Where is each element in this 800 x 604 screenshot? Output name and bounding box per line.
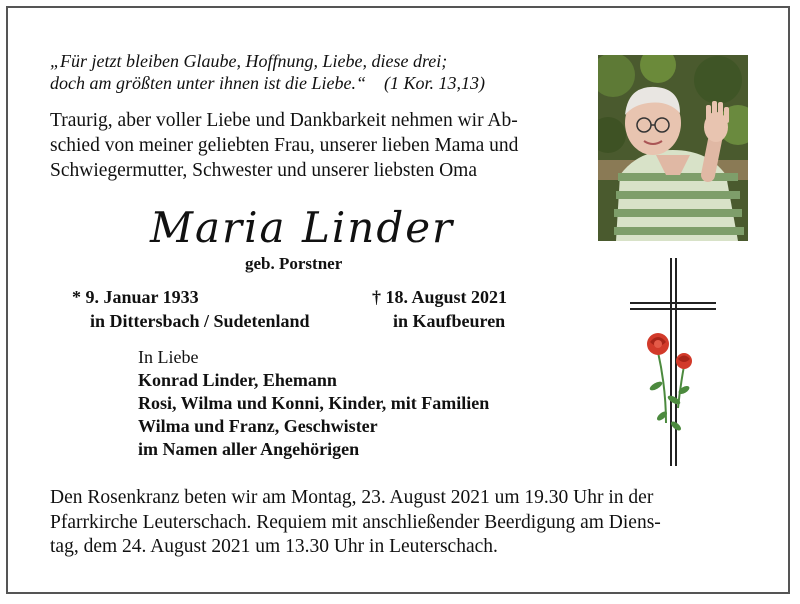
mourner-line: Konrad Linder, Ehemann [138, 370, 337, 390]
death-place: in Kaufbeuren [393, 311, 506, 331]
mourner-line: im Namen aller Angehörigen [138, 439, 360, 459]
intro-text [50, 108, 518, 183]
death-date: † 18. August 2021 [372, 287, 508, 307]
portrait-photo [598, 55, 748, 241]
mourner-line: Rosi, Wilma und Konni, Kinder, mit Familien [138, 393, 490, 413]
cross-with-roses-icon [622, 258, 722, 470]
mourners-block [138, 346, 489, 461]
birth-place: in Dittersbach / Sudetenland [90, 311, 310, 331]
death-info [372, 285, 507, 333]
service-line: tag, dem 24. August 2021 um 13.30 Uhr in Leuterschach. [50, 536, 498, 557]
portrait-illustration [598, 55, 748, 241]
mourner-line: Wilma und Franz, Geschwister [138, 416, 378, 436]
quote-line: doch am größten unter ihnen ist die Liebe.“ (1 Kor. 13,13) [50, 73, 485, 93]
quote-line: „Für jetzt bleiben Glaube, Hoffnung, Liebe, diese drei; [50, 51, 448, 71]
intro-line: schied von meiner geliebten Frau, unserer lieben Mama und [50, 135, 519, 156]
maiden-name: geb. Porstner [245, 254, 343, 273]
service-line: Pfarrkirche Leuterschach. Requiem mit anschließender Beerdigung am Diens- [50, 511, 661, 533]
bible-quote [50, 50, 485, 94]
intro-line: Schwiegermutter, Schwester und unserer liebsten Oma [50, 160, 478, 181]
birth-date: * 9. Januar 1933 [72, 287, 199, 307]
intro-line: Traurig, aber voller Liebe und Dankbarkeit nehmen wir Ab- [50, 110, 518, 131]
birth-info [72, 285, 310, 333]
service-text [50, 486, 661, 560]
mourners-intro: In Liebe [138, 347, 199, 367]
service-line: Den Rosenkranz beten wir am Montag, 23. August 2021 um 19.30 Uhr in der [50, 487, 654, 508]
deceased-name: Maria Linder [150, 203, 455, 252]
